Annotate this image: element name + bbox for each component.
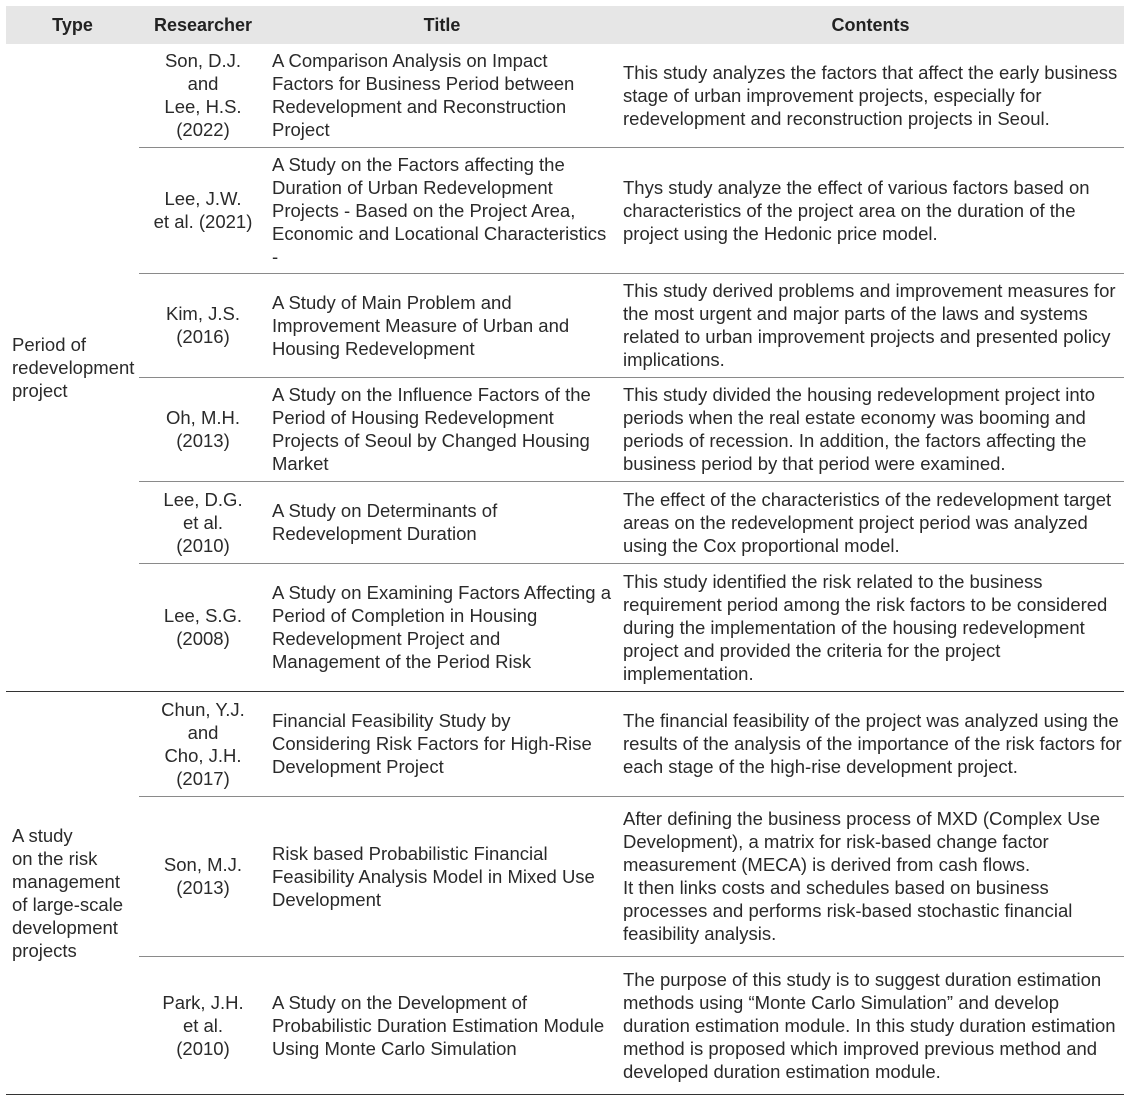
contents-cell: This study divided the housing redevelopment project into periods when the real estate economy was booming and periods of recession. In addition, the factors affecting the business period by that period were examined. bbox=[617, 377, 1124, 481]
researcher-cell: Son, M.J. (2013) bbox=[139, 796, 267, 956]
researcher-cell: Lee, J.W. et al. (2021) bbox=[139, 147, 267, 273]
table-row bbox=[6, 563, 1124, 691]
title-cell: A Comparison Analysis on Impact Factors for Business Period between Redevelopment and Reconstruction Project bbox=[267, 44, 617, 147]
contents-cell: This study derived problems and improvement measures for the most urgent and major parts of the laws and systems related to urban improvement projects and presented policy implications. bbox=[617, 273, 1124, 377]
type-cell-period: Period of redevelopment project bbox=[6, 44, 139, 691]
researcher-cell: Kim, J.S. (2016) bbox=[139, 273, 267, 377]
contents-cell: After defining the business process of MXD (Complex Use Development), a matrix for risk-based change factor measurement (MECA) is derived from cash flows. It then links costs and schedules based on business processes and performs risk-based stochastic financial feasibility analysis. bbox=[617, 796, 1124, 956]
researcher-cell: Lee, S.G. (2008) bbox=[139, 563, 267, 691]
title-cell: A Study on Determinants of Redevelopment Duration bbox=[267, 481, 617, 563]
header-type: Type bbox=[6, 6, 139, 44]
table-header bbox=[6, 6, 1124, 44]
table-row bbox=[6, 796, 1124, 956]
table-row bbox=[6, 691, 1124, 796]
table-row bbox=[6, 481, 1124, 563]
type-cell-risk-management: A study on the risk management of large-scale development projects bbox=[6, 691, 139, 1094]
researcher-cell: Park, J.H. et al. (2010) bbox=[139, 956, 267, 1094]
contents-cell: The effect of the characteristics of the redevelopment target areas on the redevelopment project period was analyzed using the Cox proportional model. bbox=[617, 481, 1124, 563]
contents-cell: Thys study analyze the effect of various factors based on characteristics of the project area on the duration of the project using the Hedonic price model. bbox=[617, 147, 1124, 273]
title-cell: A Study on the Factors affecting the Duration of Urban Redevelopment Projects - Based on the Project Area, Economic and Locational Characteristics - bbox=[267, 147, 617, 273]
literature-review-table bbox=[6, 6, 1124, 1095]
contents-cell: This study identified the risk related to the business requirement period among the risk factors to be considered during the implementation of the housing redevelopment project and provided the criteria for the project implementation. bbox=[617, 563, 1124, 691]
table-row bbox=[6, 44, 1124, 147]
title-cell: A Study on the Influence Factors of the Period of Housing Redevelopment Projects of Seoul by Changed Housing Market bbox=[267, 377, 617, 481]
title-cell: A Study on the Development of Probabilistic Duration Estimation Module Using Monte Carlo Simulation bbox=[267, 956, 617, 1094]
researcher-cell: Lee, D.G. et al. (2010) bbox=[139, 481, 267, 563]
title-cell: A Study on Examining Factors Affecting a Period of Completion in Housing Redevelopment Project and Management of the Period Risk bbox=[267, 563, 617, 691]
researcher-cell: Chun, Y.J. and Cho, J.H. (2017) bbox=[139, 691, 267, 796]
table-row bbox=[6, 956, 1124, 1094]
table-body bbox=[6, 44, 1124, 1094]
header-title: Title bbox=[267, 6, 617, 44]
title-cell: Financial Feasibility Study by Considering Risk Factors for High-Rise Development Project bbox=[267, 691, 617, 796]
header-contents: Contents bbox=[617, 6, 1124, 44]
contents-cell: The purpose of this study is to suggest duration estimation methods using “Monte Carlo Simulation” and develop duration estimation module. In this study duration estimation method is proposed which improved previous method and developed duration estimation module. bbox=[617, 956, 1124, 1094]
table-row bbox=[6, 147, 1124, 273]
header-researcher: Researcher bbox=[139, 6, 267, 44]
contents-cell: The financial feasibility of the project was analyzed using the results of the analysis of the importance of the risk factors for each stage of the high-rise development project. bbox=[617, 691, 1124, 796]
title-cell: A Study of Main Problem and Improvement Measure of Urban and Housing Redevelopment bbox=[267, 273, 617, 377]
table-row bbox=[6, 377, 1124, 481]
contents-cell: This study analyzes the factors that affect the early business stage of urban improvement projects, especially for redevelopment and reconstruction projects in Seoul. bbox=[617, 44, 1124, 147]
researcher-cell: Oh, M.H. (2013) bbox=[139, 377, 267, 481]
researcher-cell: Son, D.J. and Lee, H.S. (2022) bbox=[139, 44, 267, 147]
title-cell: Risk based Probabilistic Financial Feasibility Analysis Model in Mixed Use Development bbox=[267, 796, 617, 956]
table-row bbox=[6, 273, 1124, 377]
